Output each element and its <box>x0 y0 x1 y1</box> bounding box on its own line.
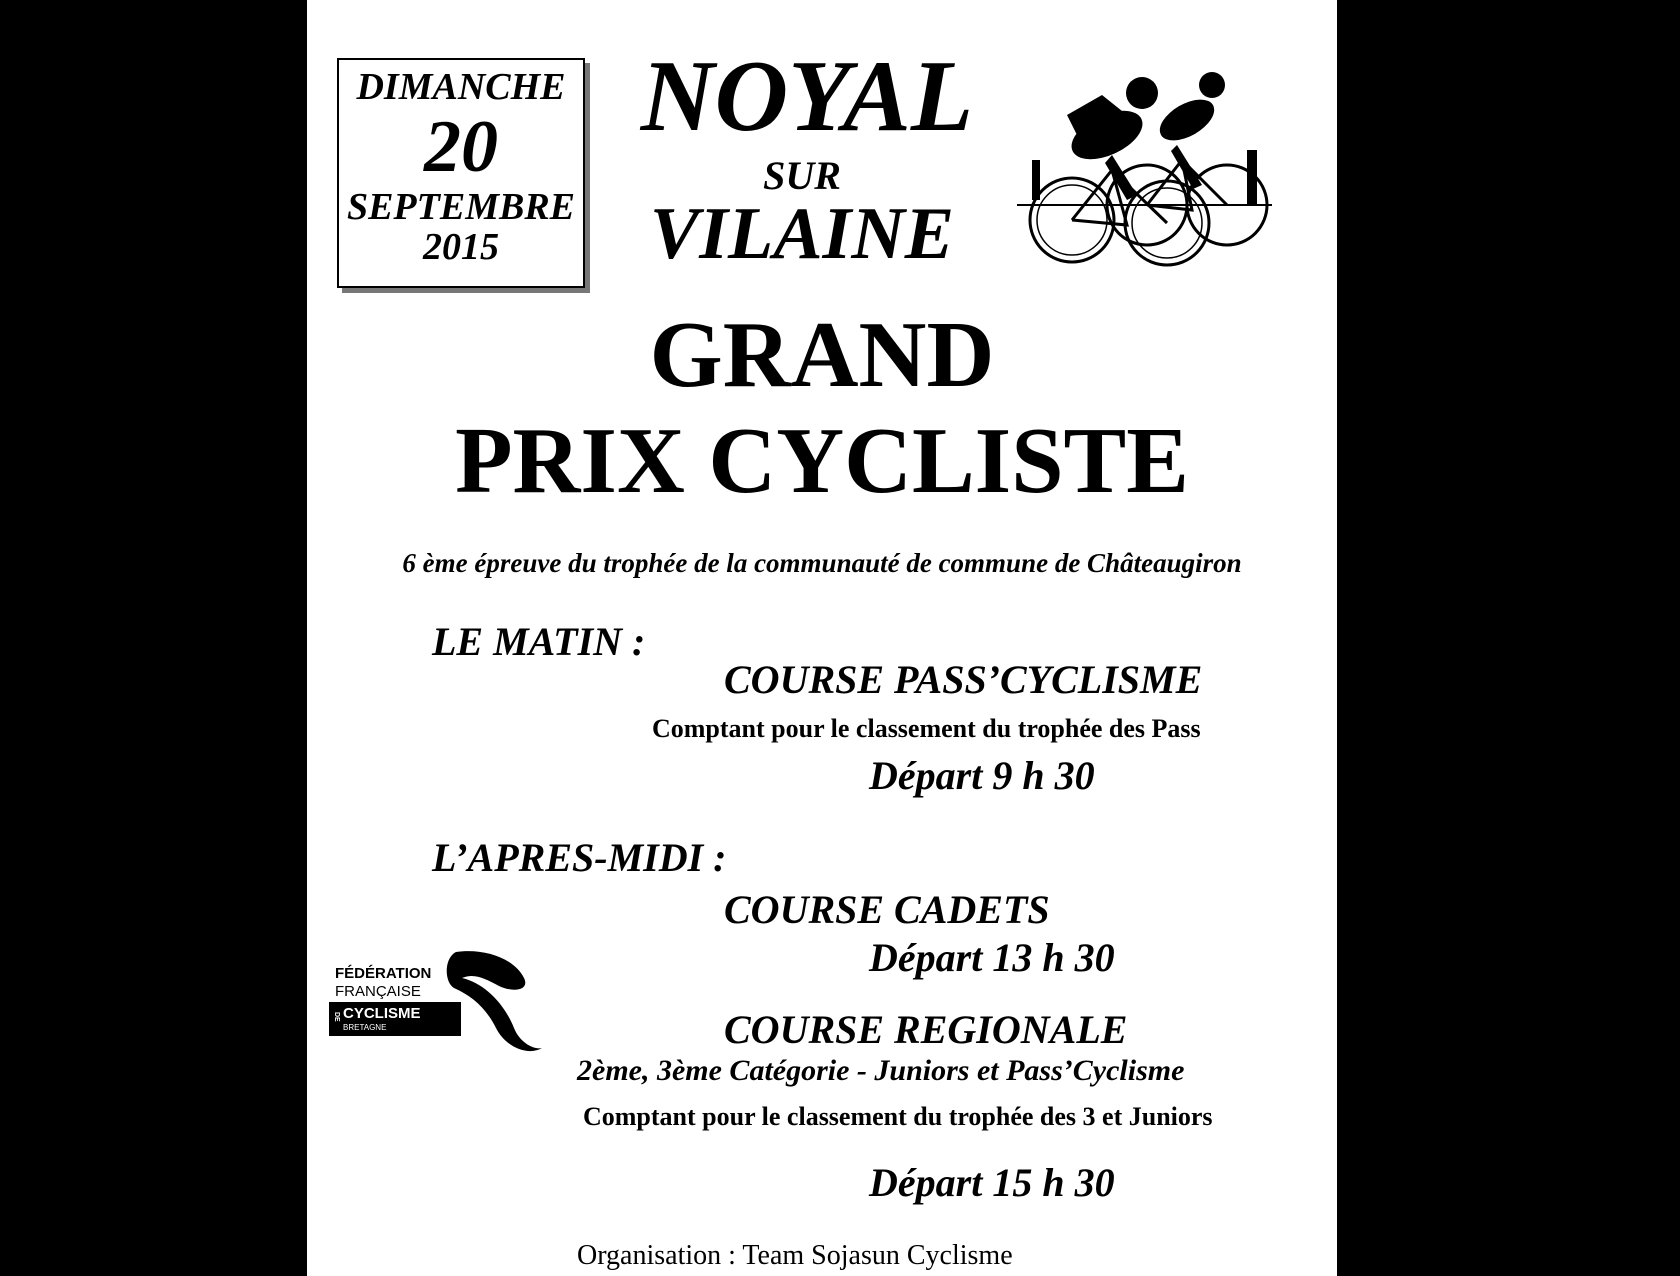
date-weekday: DIMANCHE <box>356 66 566 108</box>
date-box <box>337 58 585 288</box>
date-month: SEPTEMBRE <box>346 186 576 228</box>
date-year: 2015 <box>423 226 499 268</box>
cyclists-illustration <box>1017 55 1277 275</box>
afternoon-heading: L’APRES-MIDI : <box>432 835 727 880</box>
morning-note: Comptant pour le classement du trophée des Pass <box>652 714 1201 743</box>
title-line2: PRIX CYCLISTE <box>455 409 1189 513</box>
morning-race: COURSE PASS’CYCLISME <box>724 657 1203 702</box>
logo-swoosh-icon <box>444 948 544 1056</box>
town-name: NOYAL <box>640 40 974 153</box>
logo-line2: FRANÇAISE <box>335 983 421 1000</box>
cadets-start: Départ 13 h 30 <box>869 935 1115 980</box>
regional-start: Départ 15 h 30 <box>869 1160 1115 1205</box>
logo-line3: CYCLISME <box>343 1005 421 1022</box>
cadets-race: COURSE CADETS <box>724 887 1050 932</box>
morning-start: Départ 9 h 30 <box>869 753 1095 798</box>
regional-race: COURSE REGIONALE <box>724 1007 1128 1052</box>
ffc-logo <box>329 948 549 1058</box>
logo-line1: FÉDÉRATION <box>335 965 432 982</box>
subtitle: 6 ème épreuve du trophée de la communauté de commune de Châteaugiron <box>402 548 1242 578</box>
town-river: VILAINE <box>649 193 955 275</box>
date-day: 20 <box>424 106 498 188</box>
regional-categories: 2ème, 3ème Catégorie - Juniors et Pass’Cyclisme <box>577 1054 1185 1087</box>
regional-note: Comptant pour le classement du trophée des 3 et Juniors <box>583 1102 1213 1131</box>
town-sur: SUR <box>763 153 841 198</box>
title-line1: GRAND <box>649 303 995 407</box>
logo-region: BRETAGNE <box>343 1023 387 1032</box>
poster-page <box>307 0 1337 1276</box>
logo-de: DE <box>333 1012 340 1022</box>
organisation: Organisation : Team Sojasun Cyclisme <box>577 1240 1013 1271</box>
morning-heading: LE MATIN : <box>432 619 646 664</box>
